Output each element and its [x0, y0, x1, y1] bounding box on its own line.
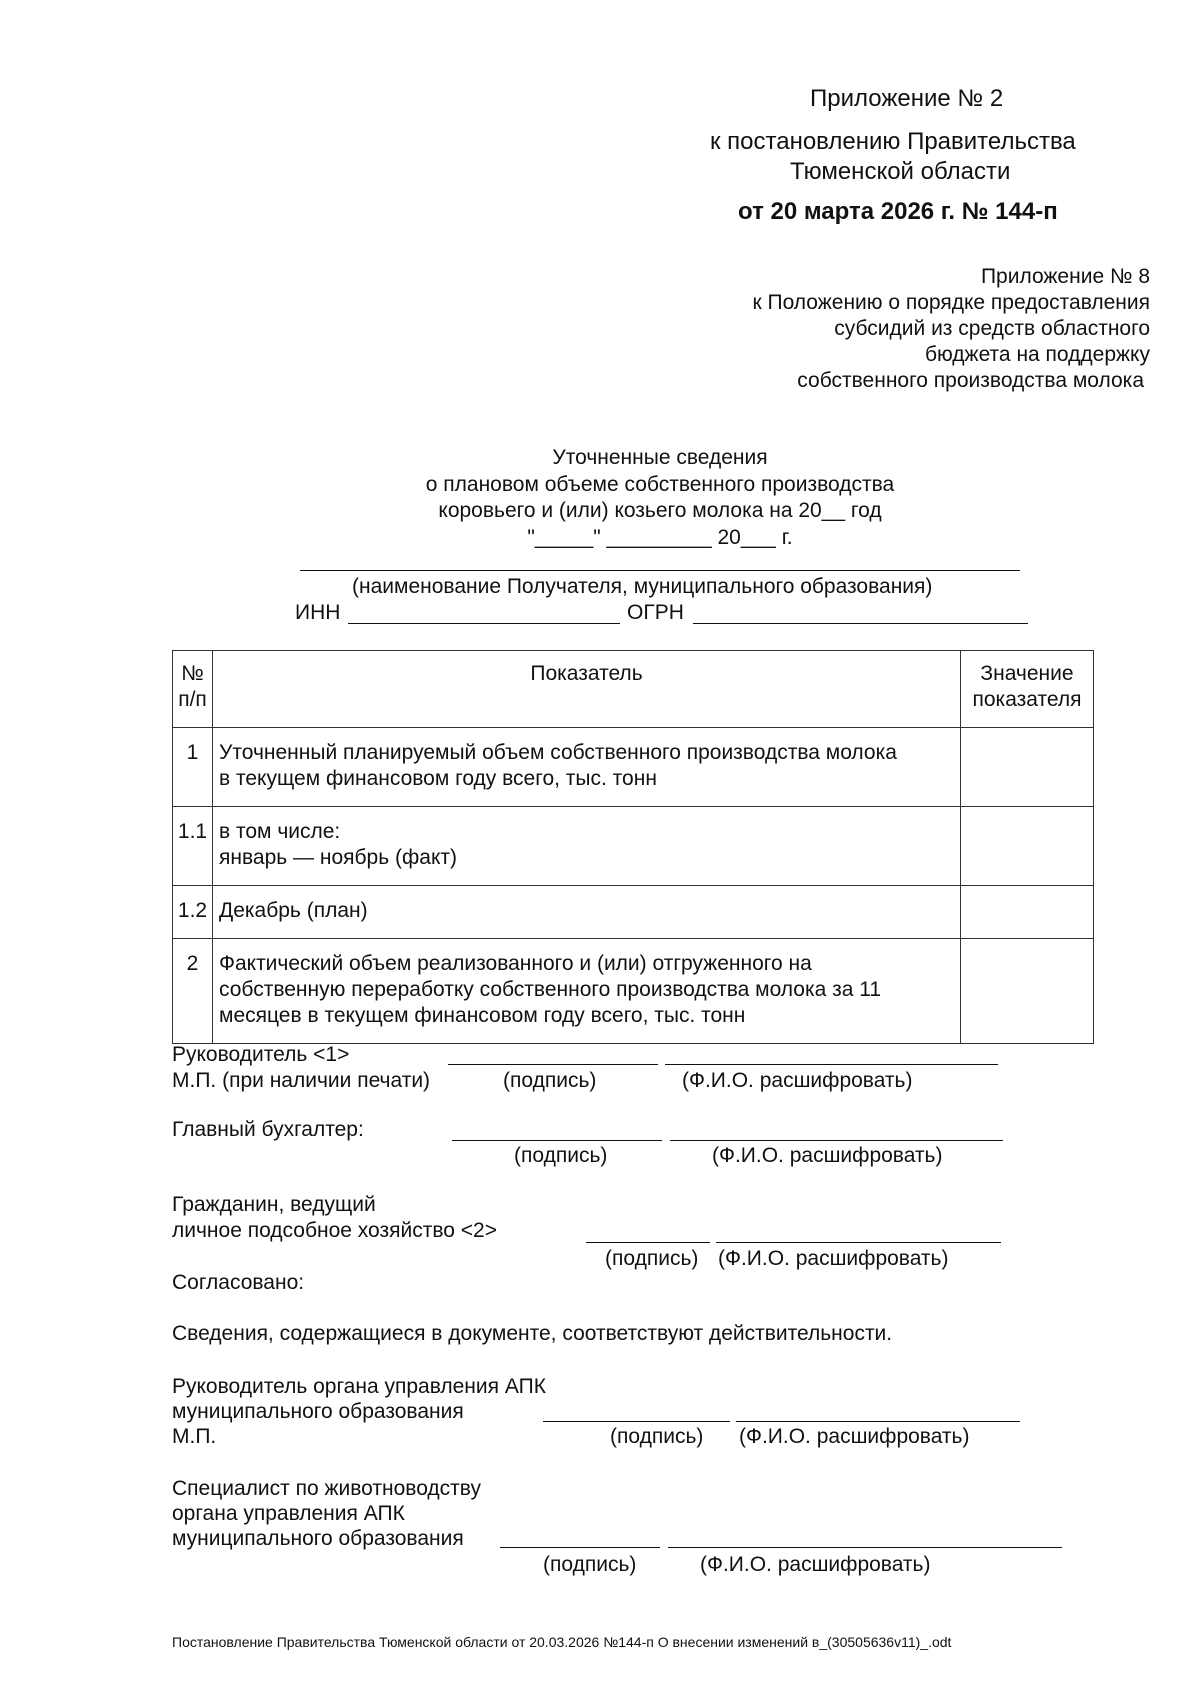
- apk-head-line3: М.П.: [172, 1425, 217, 1448]
- agreed-label: Согласовано:: [172, 1271, 305, 1294]
- accountant-signature-line: [452, 1140, 662, 1141]
- header-indicator: Показатель: [213, 651, 961, 728]
- title-line2: о плановом объеме собственного производства: [425, 472, 895, 496]
- ogrn-label: ОГРН: [627, 601, 684, 624]
- row-num: 1: [173, 728, 213, 807]
- row-indicator: Уточненный планируемый объем собственного производства молока в текущем финансовом году всего, тыс. тонн: [213, 728, 961, 807]
- row-indicator: Декабрь (план): [213, 886, 961, 939]
- resolution-ref-line1: к постановлению Правительства: [710, 128, 1076, 155]
- title-line3: коровьего и (или) козьего молока на 20__ год: [438, 499, 882, 522]
- specialist-fio-line: [668, 1547, 1062, 1548]
- head-label: Руководитель <1>: [172, 1043, 350, 1066]
- confirm-text: Сведения, содержащиеся в документе, соответствуют действительности.: [172, 1322, 893, 1345]
- accountant-signature-caption: (подпись): [514, 1144, 608, 1167]
- row-value[interactable]: [961, 807, 1094, 886]
- table-header-row: [173, 651, 1094, 728]
- stamp-label: М.П. (при наличии печати): [172, 1069, 431, 1092]
- head-fio-caption: (Ф.И.О. расшифровать): [682, 1069, 913, 1092]
- apk-head-signature-caption: (подпись): [610, 1425, 704, 1448]
- sub-header: [752, 264, 1150, 394]
- header-value: Значение показателя: [961, 651, 1094, 728]
- row-value[interactable]: [961, 886, 1094, 939]
- citizen-signature-caption: (подпись): [605, 1247, 699, 1270]
- apk-head-fio-caption: (Ф.И.О. расшифровать): [739, 1425, 970, 1448]
- sub-header-line5: собственного производства молока: [797, 369, 1144, 392]
- specialist-fio-caption: (Ф.И.О. расшифровать): [700, 1553, 931, 1576]
- sub-header-line1: Приложение № 8: [980, 265, 1150, 288]
- recipient-caption: (наименование Получателя, муниципального образования): [352, 575, 933, 598]
- document-title: [300, 445, 1020, 551]
- inn-label: ИНН: [295, 601, 341, 624]
- footer-text: Постановление Правительства Тюменской области от 20.03.2026 №144-п О внесении изменений в_(30505636v11)_.odt: [172, 1634, 952, 1650]
- head-signature-caption: (подпись): [503, 1069, 597, 1092]
- recipient-name-line: [300, 570, 1020, 571]
- citizen-label-line2: личное подсобное хозяйство <2>: [172, 1219, 497, 1242]
- apk-head-signature-line: [543, 1421, 730, 1422]
- specialist-signature-line: [500, 1547, 660, 1548]
- appendix-title: Приложение № 2: [810, 85, 1004, 112]
- sub-header-line3: субсидий из средств областного: [834, 317, 1150, 340]
- accountant-fio-caption: (Ф.И.О. расшифровать): [712, 1144, 943, 1167]
- sub-header-line4: бюджета на поддержку: [924, 343, 1150, 366]
- table-row: [173, 728, 1094, 807]
- header-num: № п/п: [173, 651, 213, 728]
- indicators-table: [172, 650, 1094, 1044]
- row-num: 2: [173, 939, 213, 1044]
- table-row: [173, 939, 1094, 1044]
- accountant-fio-line: [670, 1140, 1003, 1141]
- apk-head-fio-line: [736, 1421, 1020, 1422]
- specialist-line3: муниципального образования: [172, 1527, 464, 1550]
- title-line4: "_____" _________ 20___ г.: [527, 525, 793, 549]
- citizen-fio-line: [716, 1242, 1001, 1243]
- resolution-date: от 20 марта 2026 г. № 144-п: [738, 198, 1058, 225]
- table-row: [173, 886, 1094, 939]
- row-indicator: Фактический объем реализованного и (или) отгруженного на собственную переработку собственного производства молока за 11 месяцев в текущем финансовом году всего, тыс. тонн: [213, 939, 961, 1044]
- citizen-label-line1: Гражданин, ведущий: [172, 1193, 376, 1216]
- head-signature-line: [448, 1064, 658, 1065]
- citizen-fio-caption: (Ф.И.О. расшифровать): [718, 1247, 949, 1270]
- row-num: 1.1: [173, 807, 213, 886]
- inn-line: [348, 623, 620, 624]
- resolution-ref-line2: Тюменской области: [790, 158, 1011, 185]
- specialist-line2: органа управления АПК: [172, 1502, 405, 1525]
- row-value[interactable]: [961, 728, 1094, 807]
- specialist-signature-caption: (подпись): [543, 1553, 637, 1576]
- specialist-line1: Специалист по животноводству: [172, 1477, 481, 1500]
- ogrn-line: [693, 623, 1028, 624]
- row-value[interactable]: [961, 939, 1094, 1044]
- citizen-signature-line: [586, 1242, 710, 1243]
- row-indicator: в том числе: январь — ноябрь (факт): [213, 807, 961, 886]
- sub-header-line2: к Положению о порядке предоставления: [752, 291, 1150, 314]
- apk-head-line1: Руководитель органа управления АПК: [172, 1375, 546, 1398]
- accountant-label: Главный бухгалтер:: [172, 1118, 364, 1141]
- head-fio-line: [665, 1064, 998, 1065]
- title-line1: Уточненные сведения: [552, 446, 768, 469]
- row-num: 1.2: [173, 886, 213, 939]
- apk-head-line2: муниципального образования: [172, 1400, 464, 1423]
- table-row: [173, 807, 1094, 886]
